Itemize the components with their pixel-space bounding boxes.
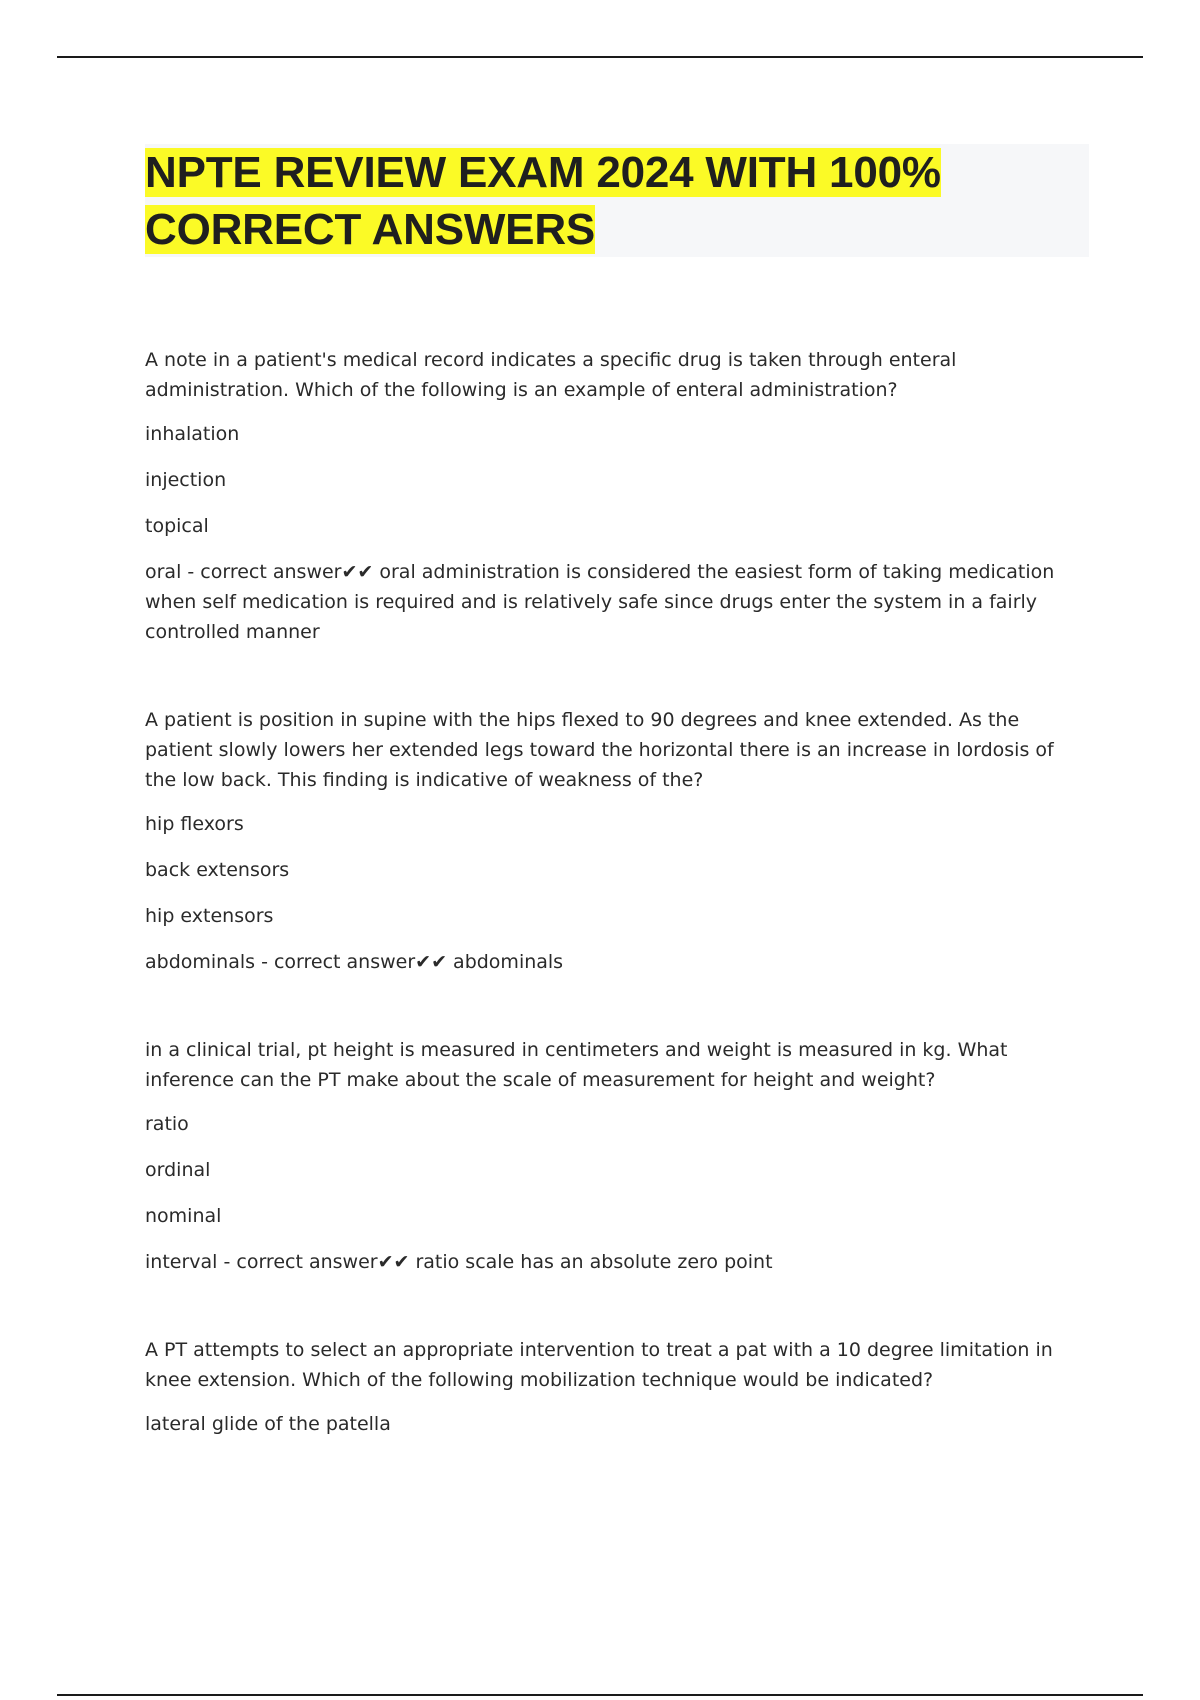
top-rule <box>57 56 1143 58</box>
question-text: in a clinical trial, pt height is measured in centimeters and weight is measured in kg. What inference can the PT make about the scale of measurement for height and weight? <box>145 1039 1008 1091</box>
question-text: A note in a patient's medical record indicates a specific drug is taken through enteral administration. Which of the following is an example of enteral administration? <box>145 349 957 401</box>
questions-list <box>145 345 1085 1497</box>
question-block-1 <box>145 345 1085 647</box>
title-block <box>145 144 1089 257</box>
title-line-1: NPTE REVIEW EXAM 2024 WITH 100% <box>145 148 941 197</box>
question-text: A PT attempts to select an appropriate intervention to treat a pat with a 10 degree limitation in knee extension. Which of the following mobilization technique would be indicated? <box>145 1339 1053 1391</box>
question-block-2 <box>145 705 1085 977</box>
question-block-3 <box>145 1035 1085 1277</box>
answer-option: ratio <box>145 1113 189 1135</box>
correct-answer: interval - correct answer✔✔ ratio scale has an absolute zero point <box>145 1251 773 1273</box>
answer-option: topical <box>145 515 209 537</box>
question-text: A patient is position in supine with the hips flexed to 90 degrees and knee extended. As the patient slowly lowers her extended legs toward the horizontal there is an increase in lordosis of the low back. This finding is indicative of weakness of the? <box>145 709 1054 791</box>
answer-option: lateral glide of the patella <box>145 1413 391 1435</box>
answer-option: back extensors <box>145 859 290 881</box>
correct-answer: abdominals - correct answer✔✔ abdominals <box>145 951 564 973</box>
question-block-4 <box>145 1335 1085 1439</box>
bottom-rule <box>57 1694 1143 1696</box>
answer-option: injection <box>145 469 227 491</box>
answer-option: nominal <box>145 1205 222 1227</box>
answer-option: ordinal <box>145 1159 211 1181</box>
answer-option: inhalation <box>145 423 240 445</box>
title-line-2: CORRECT ANSWERS <box>145 205 596 254</box>
document-title <box>145 144 1089 258</box>
answer-option: hip extensors <box>145 905 274 927</box>
correct-answer: oral - correct answer✔✔ oral administration is considered the easiest form of taking medication when self medication is required and is relatively safe since drugs enter the system in a fairly controlled manner <box>145 561 1055 643</box>
answer-option: hip flexors <box>145 813 244 835</box>
